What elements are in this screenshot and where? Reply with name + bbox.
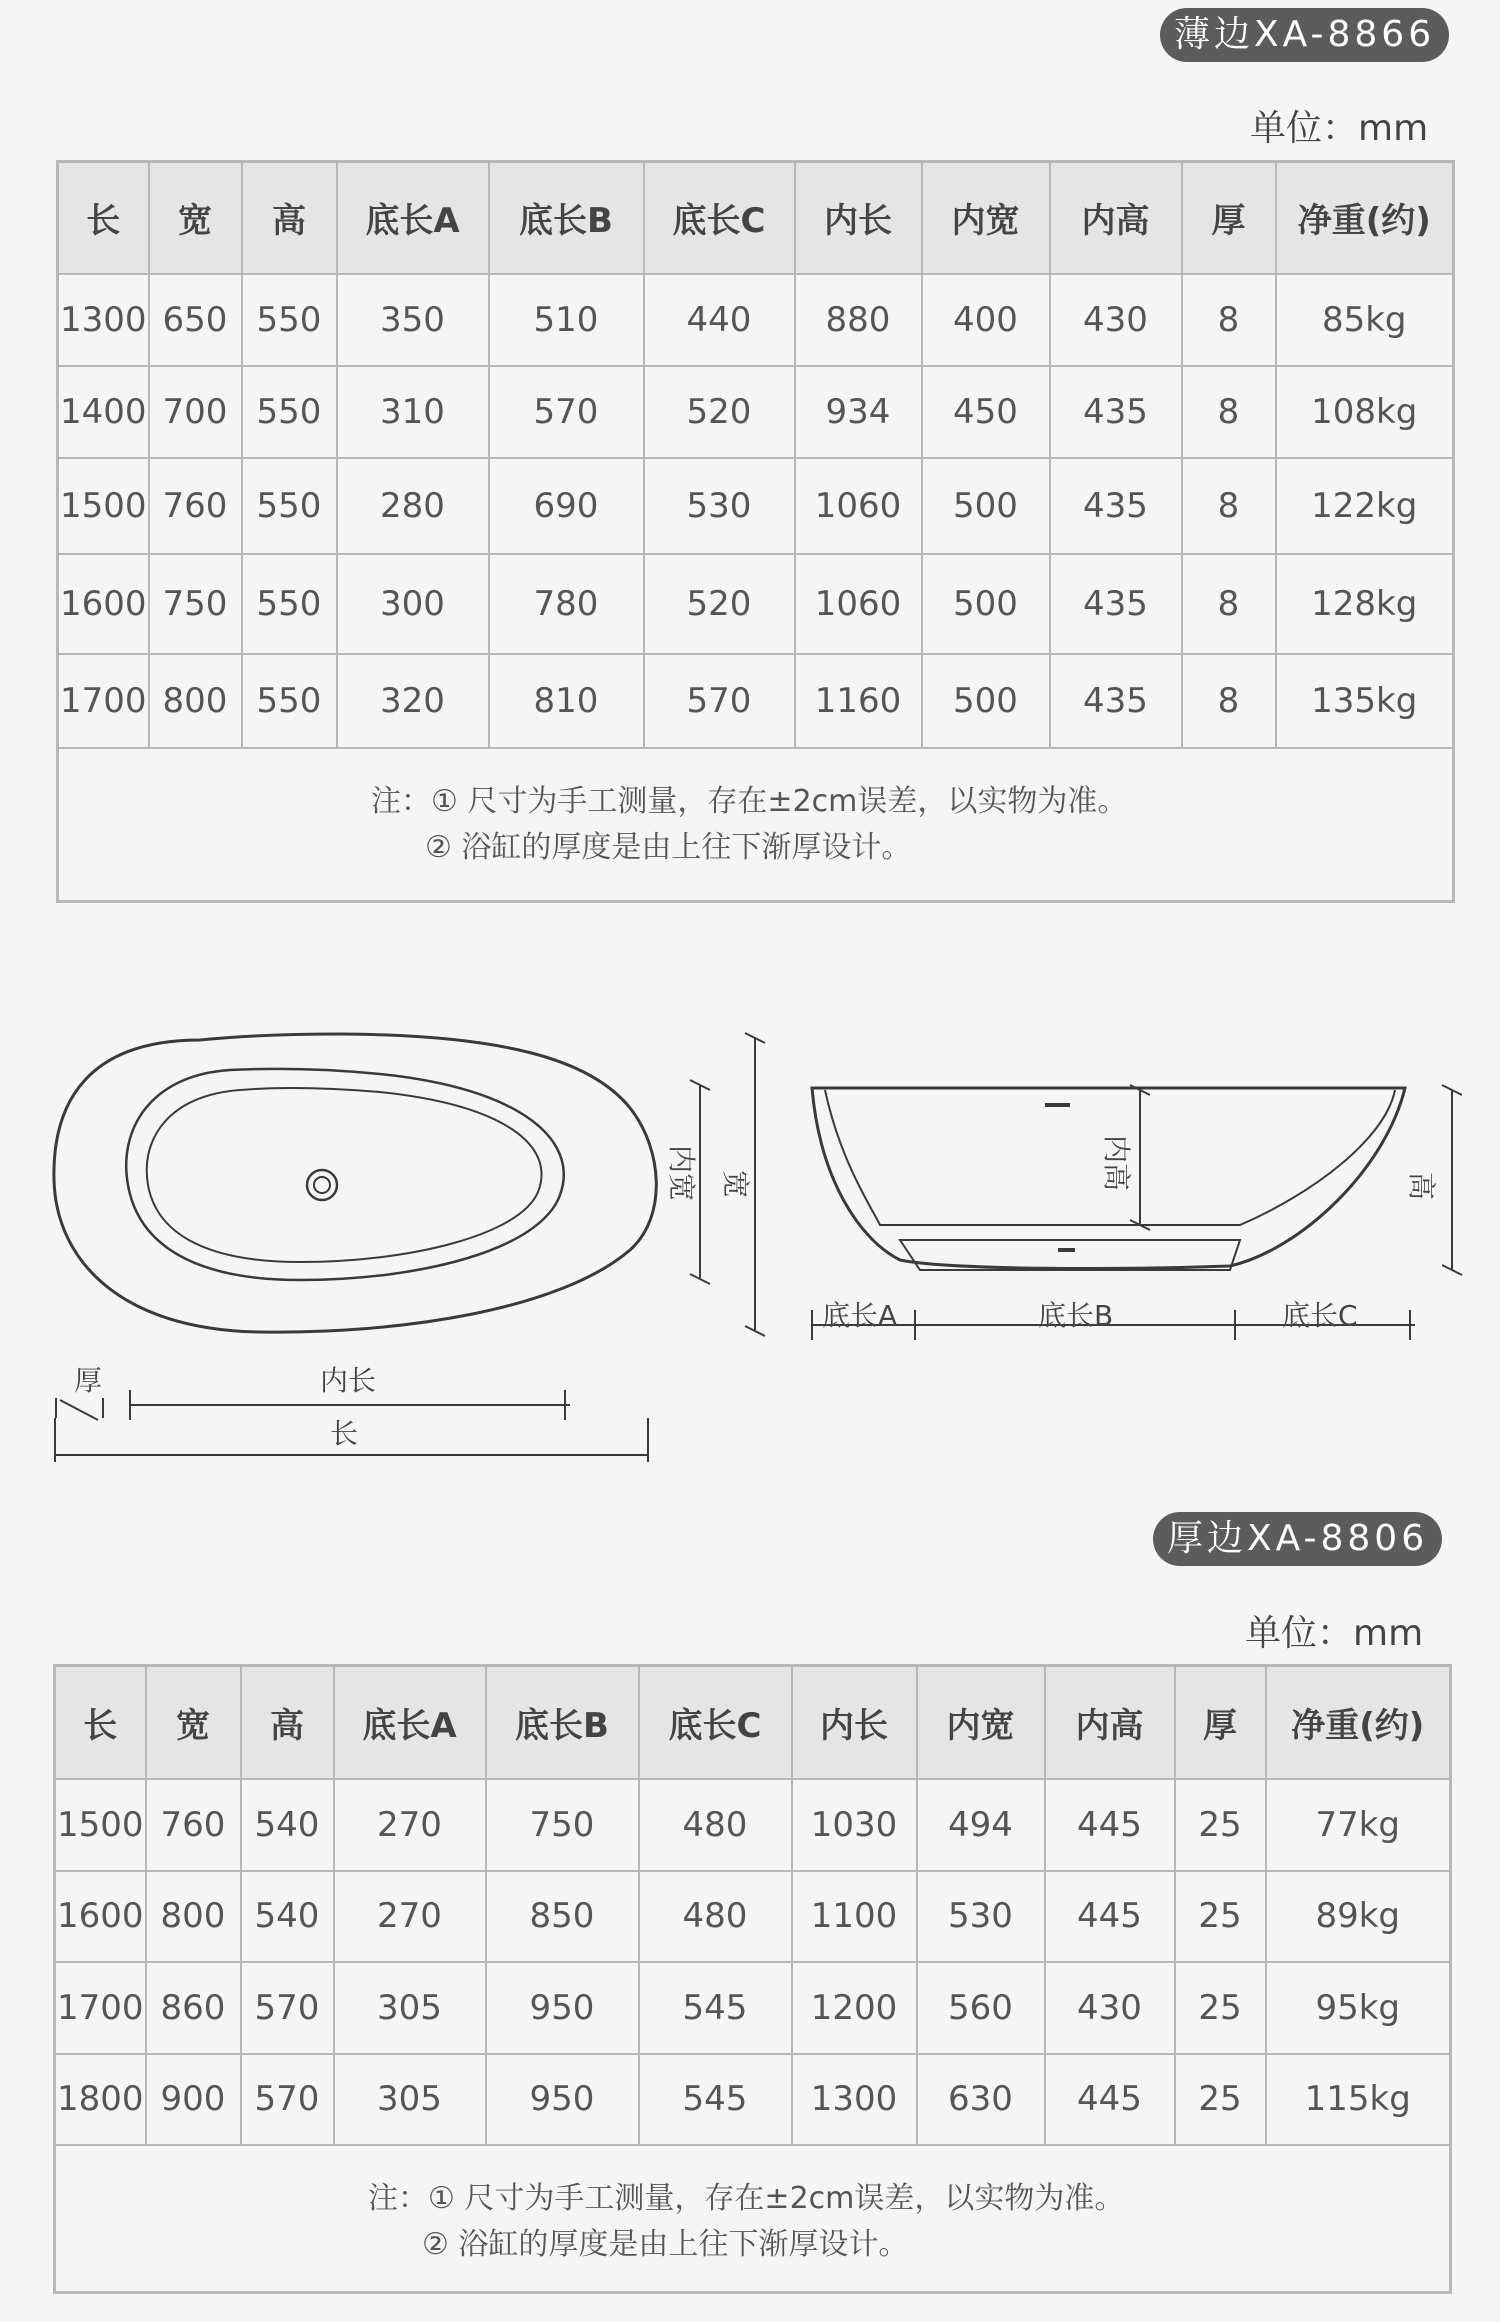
table-cell: 25 bbox=[1175, 2054, 1266, 2145]
table-cell: 934 bbox=[795, 366, 922, 458]
model-badge-thin: 薄边XA-8866 bbox=[1160, 8, 1449, 62]
table-row bbox=[55, 2054, 1451, 2145]
label-thickness: 厚 bbox=[74, 1364, 103, 1397]
table-cell: 500 bbox=[922, 458, 1050, 554]
table-cell: 760 bbox=[149, 458, 242, 554]
table-cell: 570 bbox=[644, 654, 795, 748]
table-cell: 510 bbox=[489, 274, 644, 366]
table-cell: 750 bbox=[486, 1779, 639, 1871]
table-cell: 1300 bbox=[792, 2054, 917, 2145]
table-cell: 480 bbox=[639, 1779, 792, 1871]
note-cell bbox=[58, 748, 1454, 902]
bathtub-dimension-diagram bbox=[0, 980, 1500, 1500]
table-cell: 550 bbox=[242, 458, 337, 554]
table-cell: 115kg bbox=[1266, 2054, 1451, 2145]
unit-label-thick: 单位：mm bbox=[1245, 1613, 1424, 1654]
table-cell: 950 bbox=[486, 1962, 639, 2054]
table-cell: 1100 bbox=[792, 1871, 917, 1962]
table-cell: 1030 bbox=[792, 1779, 917, 1871]
table-cell: 445 bbox=[1045, 1779, 1175, 1871]
header-cell: 内长 bbox=[795, 162, 922, 274]
table-cell: 430 bbox=[1045, 1962, 1175, 2054]
table-cell: 270 bbox=[334, 1871, 486, 1962]
header-cell: 内高 bbox=[1045, 1666, 1175, 1779]
table-cell: 860 bbox=[146, 1962, 241, 2054]
header-cell: 高 bbox=[242, 162, 337, 274]
table-cell: 1600 bbox=[58, 554, 149, 654]
table-cell: 320 bbox=[337, 654, 489, 748]
table-cell: 1060 bbox=[795, 554, 922, 654]
note-line-2: ② 浴缸的厚度是由上往下渐厚设计。 bbox=[422, 2227, 909, 2263]
header-cell: 内高 bbox=[1050, 162, 1182, 274]
table-cell: 25 bbox=[1175, 1871, 1266, 1962]
table-cell: 1300 bbox=[58, 274, 149, 366]
note-row bbox=[55, 2145, 1451, 2293]
table-cell: 1700 bbox=[58, 654, 149, 748]
table-cell: 8 bbox=[1182, 366, 1276, 458]
table-cell: 800 bbox=[149, 654, 242, 748]
table-cell: 545 bbox=[639, 1962, 792, 2054]
tub-top-inner bbox=[147, 1088, 542, 1262]
table-cell: 122kg bbox=[1276, 458, 1454, 554]
table-cell: 520 bbox=[644, 554, 795, 654]
header-cell: 底长A bbox=[337, 162, 489, 274]
table-cell: 77kg bbox=[1266, 1779, 1451, 1871]
table-cell: 445 bbox=[1045, 1871, 1175, 1962]
table-row bbox=[58, 458, 1454, 554]
table-row bbox=[58, 654, 1454, 748]
header-cell: 宽 bbox=[149, 162, 242, 274]
note-cell bbox=[55, 2145, 1451, 2293]
table-cell: 750 bbox=[149, 554, 242, 654]
table-cell: 8 bbox=[1182, 274, 1276, 366]
table-cell: 500 bbox=[922, 654, 1050, 748]
table-cell: 530 bbox=[644, 458, 795, 554]
table-cell: 445 bbox=[1045, 2054, 1175, 2145]
table-cell: 810 bbox=[489, 654, 644, 748]
header-cell: 长 bbox=[55, 1666, 146, 1779]
table-cell: 435 bbox=[1050, 458, 1182, 554]
header-cell: 宽 bbox=[146, 1666, 241, 1779]
note-line-2: ② 浴缸的厚度是由上往下渐厚设计。 bbox=[425, 830, 912, 866]
label-width: 宽 bbox=[719, 1170, 752, 1199]
table-cell: 540 bbox=[241, 1779, 334, 1871]
table-cell: 1500 bbox=[55, 1779, 146, 1871]
note-row bbox=[58, 748, 1454, 902]
table-cell: 1160 bbox=[795, 654, 922, 748]
table-cell: 540 bbox=[241, 1871, 334, 1962]
table-cell: 650 bbox=[149, 274, 242, 366]
table-cell: 1500 bbox=[58, 458, 149, 554]
table-cell: 570 bbox=[241, 2054, 334, 2145]
table-cell: 800 bbox=[146, 1871, 241, 1962]
header-cell: 底长B bbox=[486, 1666, 639, 1779]
table-cell: 500 bbox=[922, 554, 1050, 654]
table-cell: 8 bbox=[1182, 458, 1276, 554]
label-inner-height: 内高 bbox=[1100, 1135, 1133, 1192]
table-cell: 400 bbox=[922, 274, 1050, 366]
table-cell: 1400 bbox=[58, 366, 149, 458]
header-cell: 厚 bbox=[1175, 1666, 1266, 1779]
table-row bbox=[58, 366, 1454, 458]
table-row bbox=[55, 1779, 1451, 1871]
header-cell: 底长A bbox=[334, 1666, 486, 1779]
table-cell: 520 bbox=[644, 366, 795, 458]
note-line-1: 注：① 尺寸为手工测量，存在±2cm误差，以实物为准。 bbox=[368, 2181, 1125, 2217]
table-cell: 305 bbox=[334, 1962, 486, 2054]
table-cell: 95kg bbox=[1266, 1962, 1451, 2054]
table-cell: 8 bbox=[1182, 554, 1276, 654]
table-cell: 760 bbox=[146, 1779, 241, 1871]
table-row bbox=[58, 274, 1454, 366]
label-base-b: 底长B bbox=[1038, 1299, 1114, 1332]
table-row bbox=[55, 1871, 1451, 1962]
header-cell: 净重(约) bbox=[1266, 1666, 1451, 1779]
model-badge-thick: 厚边XA-8806 bbox=[1153, 1512, 1442, 1566]
table-cell: 85kg bbox=[1276, 274, 1454, 366]
table-cell: 300 bbox=[337, 554, 489, 654]
table-header-row bbox=[58, 162, 1454, 274]
table-cell: 430 bbox=[1050, 274, 1182, 366]
table-cell: 545 bbox=[639, 2054, 792, 2145]
table-cell: 305 bbox=[334, 2054, 486, 2145]
table-cell: 310 bbox=[337, 366, 489, 458]
table-cell: 570 bbox=[489, 366, 644, 458]
table-cell: 950 bbox=[486, 2054, 639, 2145]
spec-table-thin bbox=[56, 160, 1455, 903]
label-inner-width: 内宽 bbox=[665, 1145, 698, 1202]
table-cell: 108kg bbox=[1276, 366, 1454, 458]
table-cell: 560 bbox=[917, 1962, 1045, 2054]
header-cell: 底长B bbox=[489, 162, 644, 274]
header-cell: 长 bbox=[58, 162, 149, 274]
drain-inner bbox=[314, 1177, 330, 1193]
table-cell: 128kg bbox=[1276, 554, 1454, 654]
table-row bbox=[58, 554, 1454, 654]
drain-outer bbox=[307, 1170, 337, 1200]
unit-label-thin: 单位：mm bbox=[1250, 108, 1429, 149]
table-cell: 280 bbox=[337, 458, 489, 554]
table-cell: 1600 bbox=[55, 1871, 146, 1962]
note-line-1: 注：① 尺寸为手工测量，存在±2cm误差，以实物为准。 bbox=[371, 784, 1128, 820]
label-inner-length: 内长 bbox=[320, 1364, 377, 1397]
table-cell: 530 bbox=[917, 1871, 1045, 1962]
table-cell: 1060 bbox=[795, 458, 922, 554]
table-cell: 450 bbox=[922, 366, 1050, 458]
table-cell: 1200 bbox=[792, 1962, 917, 2054]
table-cell: 440 bbox=[644, 274, 795, 366]
table-cell: 850 bbox=[486, 1871, 639, 1962]
tub-top-outer bbox=[54, 1034, 656, 1332]
table-cell: 880 bbox=[795, 274, 922, 366]
table-cell: 550 bbox=[242, 366, 337, 458]
table-cell: 1800 bbox=[55, 2054, 146, 2145]
header-cell: 内宽 bbox=[922, 162, 1050, 274]
table-cell: 550 bbox=[242, 654, 337, 748]
table-cell: 690 bbox=[489, 458, 644, 554]
table-cell: 1700 bbox=[55, 1962, 146, 2054]
label-base-a: 底长A bbox=[822, 1299, 898, 1332]
table-cell: 435 bbox=[1050, 554, 1182, 654]
header-cell: 高 bbox=[241, 1666, 334, 1779]
table-cell: 480 bbox=[639, 1871, 792, 1962]
table-cell: 270 bbox=[334, 1779, 486, 1871]
table-cell: 550 bbox=[242, 274, 337, 366]
table-cell: 700 bbox=[149, 366, 242, 458]
table-cell: 630 bbox=[917, 2054, 1045, 2145]
table-cell: 25 bbox=[1175, 1779, 1266, 1871]
table-cell: 8 bbox=[1182, 654, 1276, 748]
table-cell: 25 bbox=[1175, 1962, 1266, 2054]
table-row bbox=[55, 1962, 1451, 2054]
label-length: 长 bbox=[330, 1417, 359, 1450]
header-cell: 厚 bbox=[1182, 162, 1276, 274]
table-cell: 494 bbox=[917, 1779, 1045, 1871]
table-cell: 89kg bbox=[1266, 1871, 1451, 1962]
header-cell: 内宽 bbox=[917, 1666, 1045, 1779]
header-cell: 底长C bbox=[639, 1666, 792, 1779]
table-cell: 570 bbox=[241, 1962, 334, 2054]
label-base-c: 底长C bbox=[1282, 1299, 1358, 1332]
table-cell: 550 bbox=[242, 554, 337, 654]
header-cell: 内长 bbox=[792, 1666, 917, 1779]
tub-top-middle bbox=[126, 1069, 564, 1280]
header-cell: 底长C bbox=[644, 162, 795, 274]
table-cell: 435 bbox=[1050, 366, 1182, 458]
table-cell: 780 bbox=[489, 554, 644, 654]
header-cell: 净重(约) bbox=[1276, 162, 1454, 274]
label-height: 高 bbox=[1405, 1172, 1438, 1201]
table-cell: 900 bbox=[146, 2054, 241, 2145]
spec-table-thick bbox=[53, 1664, 1452, 2294]
table-cell: 435 bbox=[1050, 654, 1182, 748]
table-cell: 135kg bbox=[1276, 654, 1454, 748]
table-cell: 350 bbox=[337, 274, 489, 366]
table-header-row bbox=[55, 1666, 1451, 1779]
